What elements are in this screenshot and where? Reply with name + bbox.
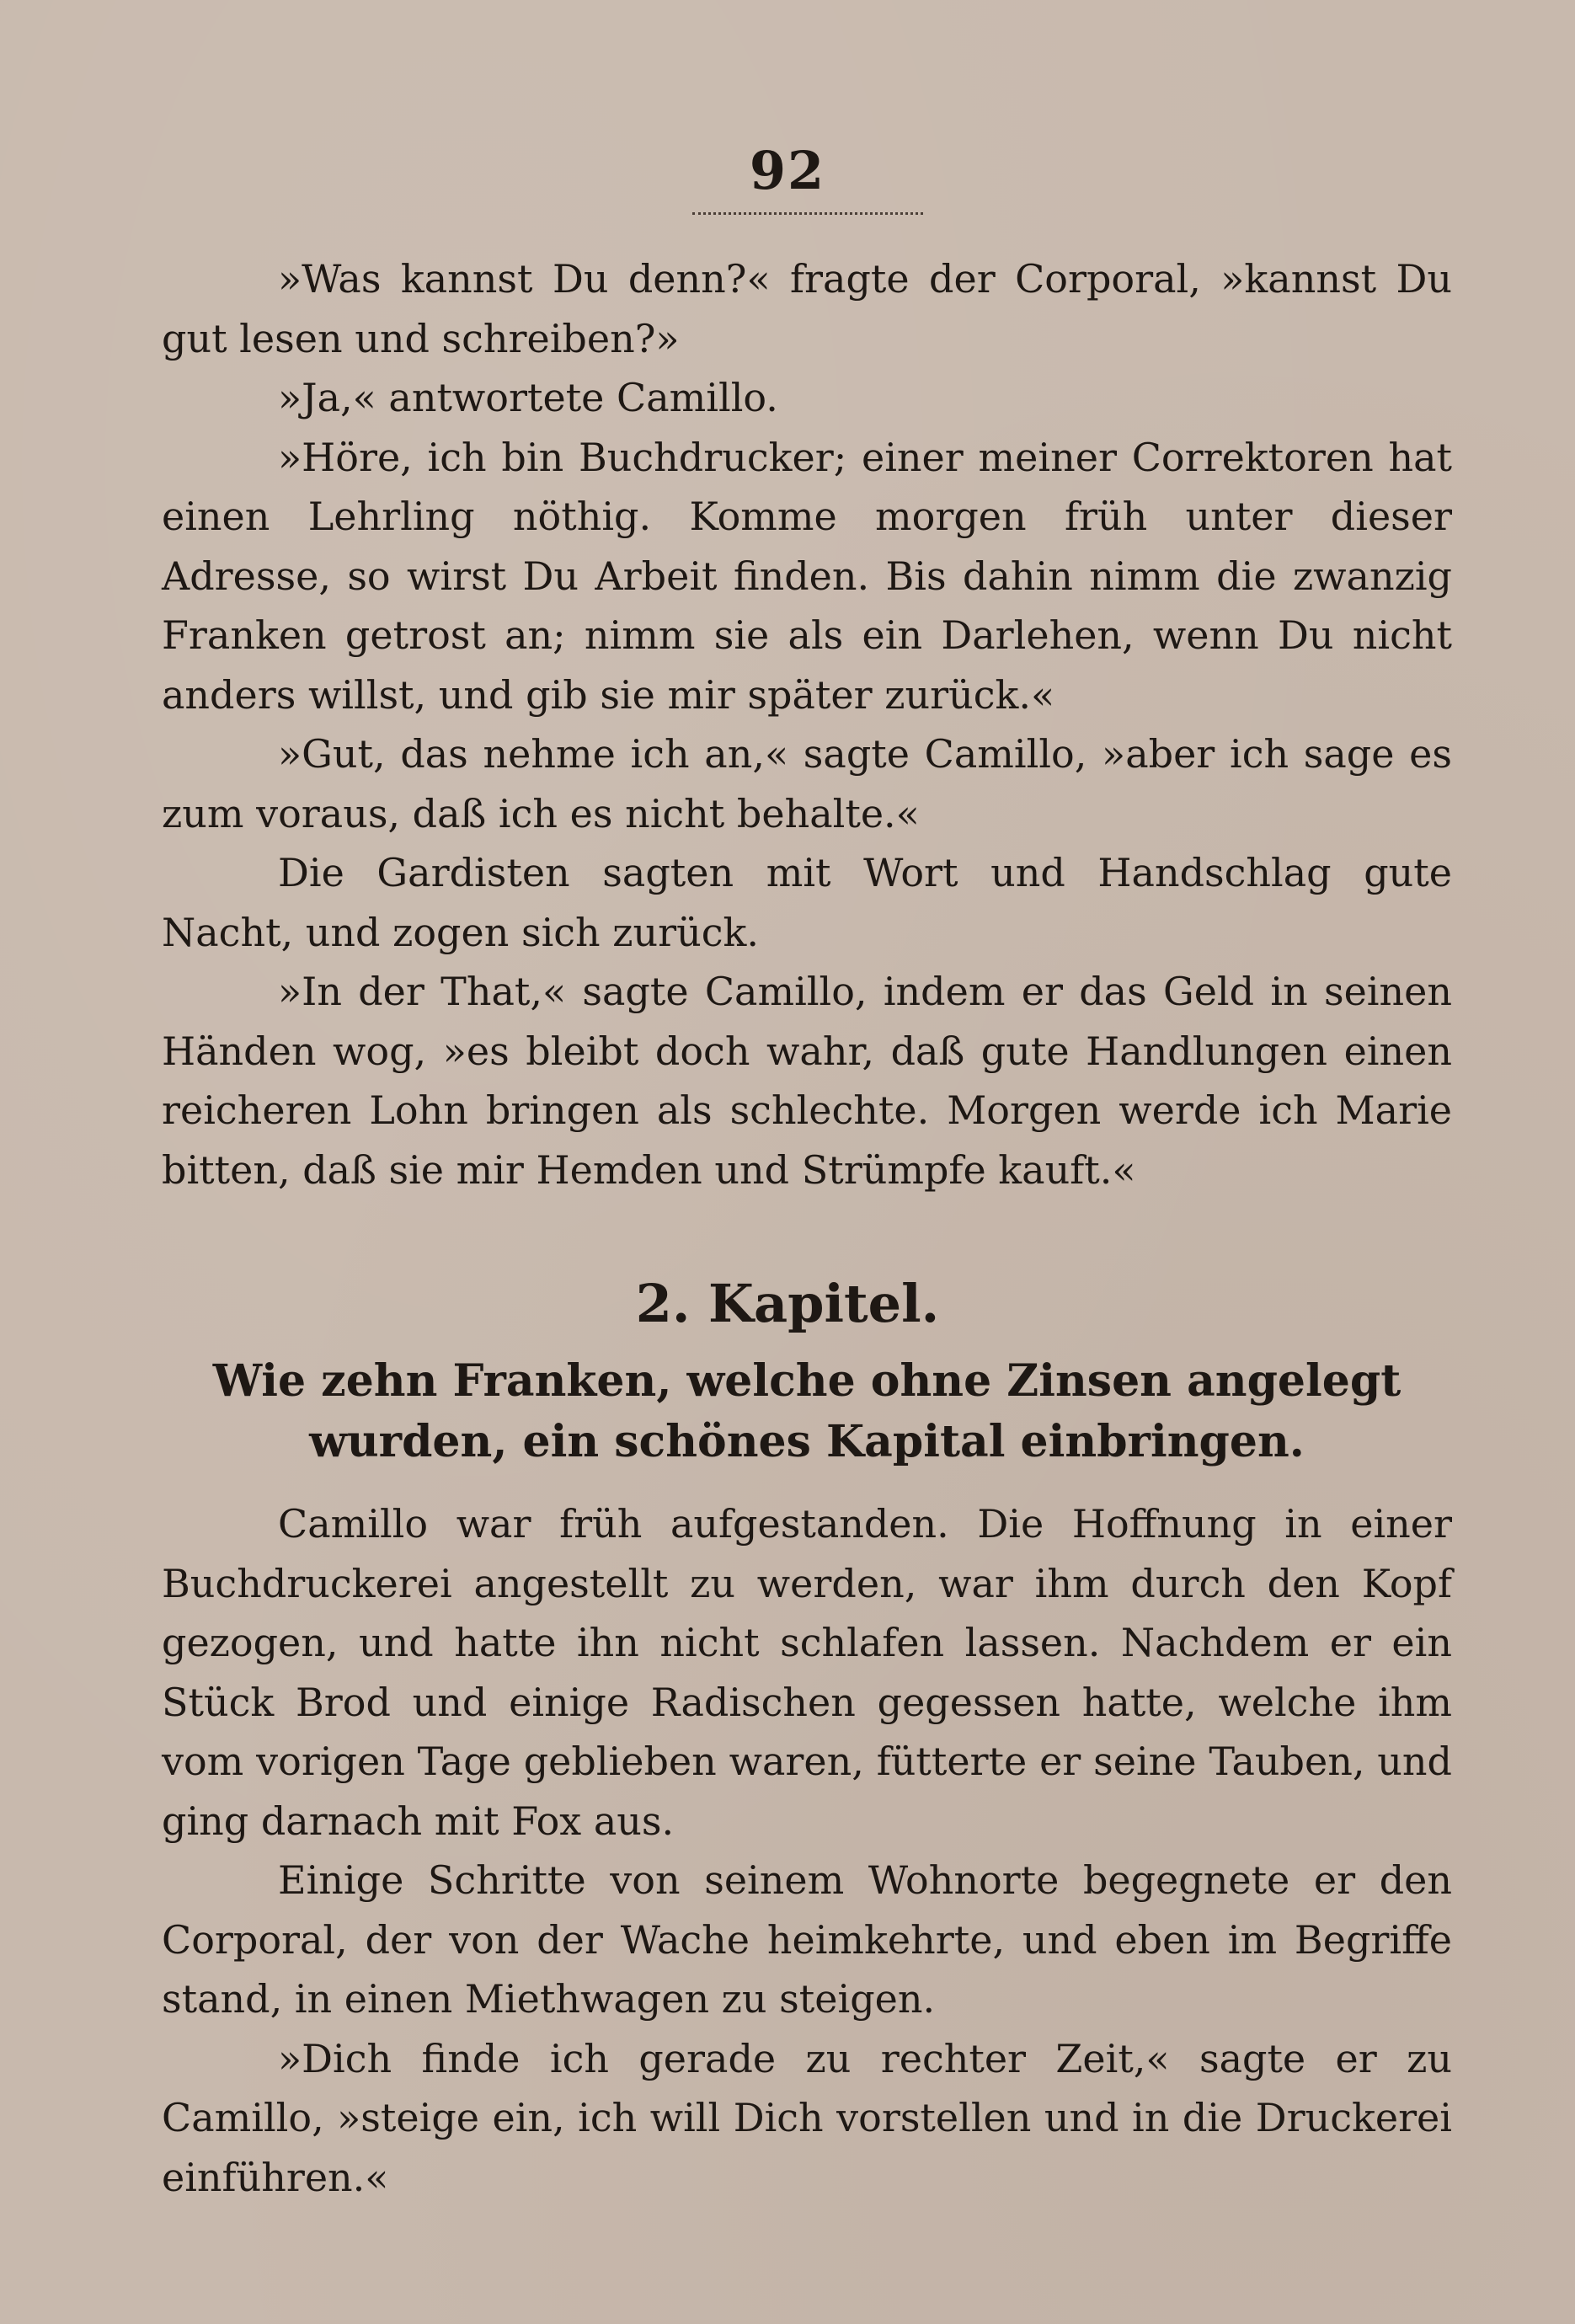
paragraph: »Was kannst Du denn?« fragte der Corporal, »kannst Du gut lesen und schreiben?» (162, 256, 1452, 361)
paragraph: Einige Schritte von seinem Wohnorte begegnete er den Corporal, der von der Wache heimkehrte, und eben im Begriffe stand, in einen Miethwagen zu steigen. (162, 1857, 1452, 2022)
page-number: 92 (749, 140, 826, 201)
paragraph: »Ja,« antwortete Camillo. (278, 375, 778, 420)
paragraph: »Gut, das nehme ich an,« sagte Camillo, »aber ich sage es zum voraus, daß ich es nicht behalte.« (162, 731, 1452, 836)
chapter-number: 2. Kapitel. (635, 1273, 940, 1334)
chapter-title: Wie zehn Franken, welche ohne Zinsen angelegt wurden, ein schönes Kapital einbringen. (212, 1355, 1401, 1467)
paragraph: »Höre, ich bin Buchdrucker; einer meiner Correktoren hat einen Lehrling nöthig. Komme morgen früh unter dieser Adresse, so wirst Du Arbeit finden. Bis dahin nimm die zwanzig Franken getrost an; nimm sie als ein Darlehen, wenn Du nicht anders willst, und gib sie mir später zurück.« (162, 434, 1452, 718)
header-dotted-rule (692, 212, 923, 215)
paragraph: »In der That,« sagte Camillo, indem er das Geld in seinen Händen wog, »es bleibt doch wahr, daß gute Handlungen einen reicheren Lohn bringen als schlechte. Morgen werde ich Marie bitten, daß sie mir Hemden und Strümpfe kauft.« (162, 969, 1452, 1193)
text-block-before-chapter (162, 249, 1452, 1199)
text-block-chapter-body (162, 1494, 1452, 2207)
paragraph: »Dich finde ich gerade zu rechter Zeit,« sagte er zu Camillo, »steige ein, ich will Dich vorstellen und in die Druckerei einführen.« (162, 2035, 1452, 2200)
paragraph: Die Gardisten sagten mit Wort und Handschlag gute Nacht, und zogen sich zurück. (162, 850, 1452, 955)
paragraph: Camillo war früh aufgestanden. Die Hoffnung in einer Buchdruckerei angestellt zu werden, war ihm durch den Kopf gezogen, und hatte ihn nicht schlafen lassen. Nachdem er ein Stück Brod und einige Radischen gegessen hatte, welche ihm vom vorigen Tage geblieben waren, fütterte er seine Tauben, und ging darnach mit Fox aus. (162, 1501, 1452, 1844)
